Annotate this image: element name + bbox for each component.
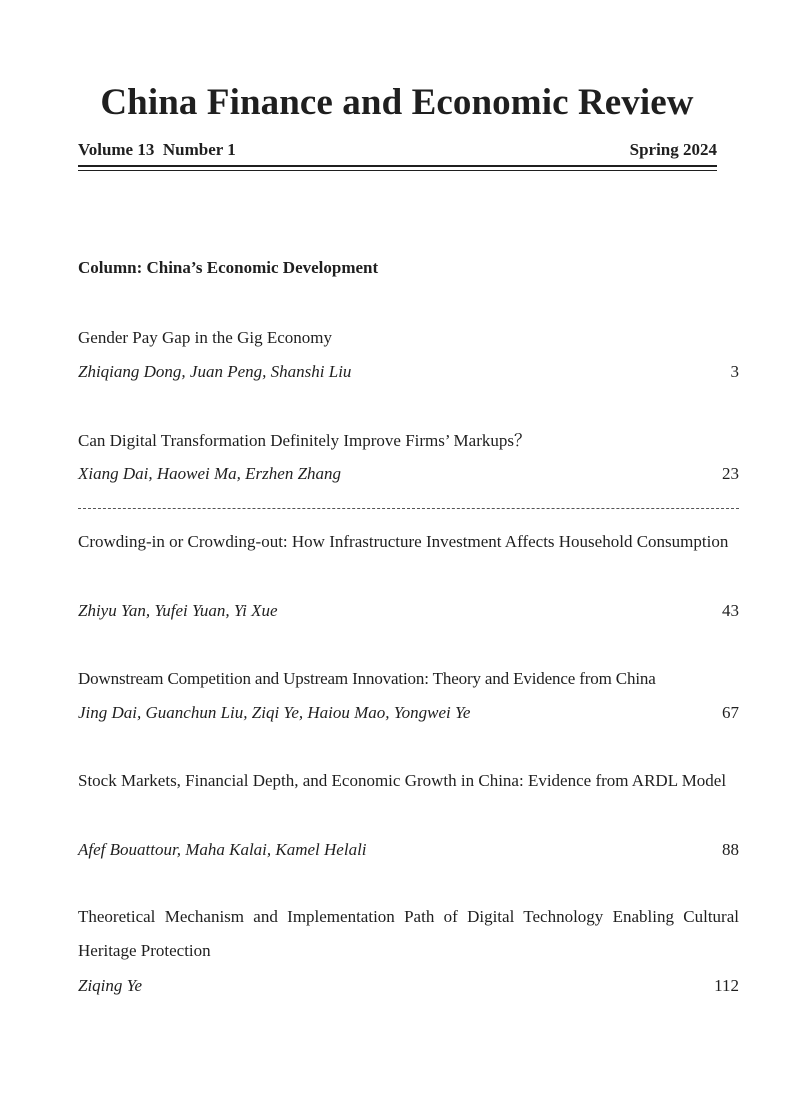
article-title[interactable]: Downstream Competition and Upstream Innovation: Theory and Evidence from China — [78, 669, 656, 688]
article-title[interactable]: Stock Markets, Financial Depth, and Economic Growth in China: Evidence from ARDL Model — [78, 771, 727, 790]
article-authors: Zhiqiang Dong, Juan Peng, Shanshi Liu — [78, 362, 352, 381]
issue-info — [78, 140, 717, 162]
article-authors: Afef Bouattour, Maha Kalai, Kamel Helali — [78, 840, 367, 859]
header-rule-thick — [78, 165, 717, 167]
dashed-separator — [78, 508, 739, 509]
article-title[interactable]: Crowding-in or Crowding-out: How Infrastructure Investment Affects Household Consumption — [78, 532, 729, 551]
article-page[interactable]: 88 — [722, 840, 739, 859]
article-page[interactable]: 43 — [722, 601, 739, 620]
article-page[interactable]: 67 — [722, 703, 739, 722]
article-authors: Ziqing Ye — [78, 976, 143, 995]
article-authors: Jing Dai, Guanchun Liu, Ziqi Ye, Haiou Mao, Yongwei Ye — [78, 703, 471, 722]
journal-title: China Finance and Economic Review — [100, 82, 694, 123]
article-authors: Xiang Dai, Haowei Ma, Erzhen Zhang — [78, 464, 342, 483]
article-authors: Zhiyu Yan, Yufei Yuan, Yi Xue — [78, 601, 278, 620]
article-page[interactable]: 23 — [722, 464, 739, 483]
article-title[interactable]: Gender Pay Gap in the Gig Economy — [78, 328, 332, 347]
header-rule-thin — [78, 170, 717, 171]
article-title[interactable]: Theoretical Mechanism and Implementation Path of Digital Technology Enabling Cultural Heritage Protection — [78, 907, 739, 960]
volume-number: Volume 13 Number 1 — [78, 140, 236, 159]
issue-season: Spring 2024 — [629, 140, 717, 159]
article-page[interactable]: 112 — [714, 976, 739, 995]
article-title[interactable]: Can Digital Transformation Definitely Improve Firms’ Markups？ — [78, 431, 531, 450]
article-page[interactable]: 3 — [730, 362, 739, 381]
column-heading: Column: China’s Economic Development — [78, 258, 379, 277]
